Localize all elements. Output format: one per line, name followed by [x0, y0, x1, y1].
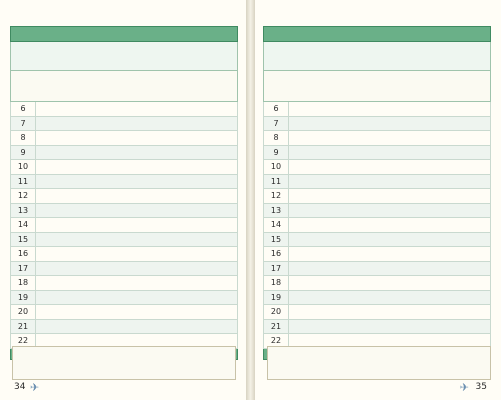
airplane-icon: ✈ [459, 381, 469, 394]
stop-header-row [10, 42, 238, 71]
hour-label: 21 [264, 320, 289, 334]
hour-label: 15 [264, 233, 289, 247]
hour-row [263, 160, 491, 175]
hour-rows [10, 102, 238, 349]
hour-label: 6 [264, 102, 289, 116]
timetable-left [10, 26, 238, 360]
hour-row [10, 131, 238, 146]
hour-row [10, 160, 238, 175]
hour-row [263, 146, 491, 161]
hour-label: 7 [264, 117, 289, 131]
hour-label: 16 [264, 247, 289, 261]
hour-row [263, 305, 491, 320]
hour-label: 12 [264, 189, 289, 203]
hour-label: 17 [264, 262, 289, 276]
hour-row [263, 291, 491, 306]
hour-label: 11 [11, 175, 36, 189]
hour-label: 20 [264, 305, 289, 319]
hour-row [10, 204, 238, 219]
hour-label: 14 [11, 218, 36, 232]
hour-label: 7 [11, 117, 36, 131]
route-header [263, 26, 491, 42]
hour-row [10, 291, 238, 306]
timetable-right [263, 26, 491, 360]
fare-block [10, 71, 238, 102]
hour-label: 20 [11, 305, 36, 319]
hour-label: 19 [11, 291, 36, 305]
hour-row [10, 218, 238, 233]
hour-row [10, 146, 238, 161]
hour-label: 21 [11, 320, 36, 334]
left-page [0, 0, 246, 400]
hour-rows [263, 102, 491, 349]
hour-label: 9 [11, 146, 36, 160]
hour-row [263, 233, 491, 248]
hour-row [10, 305, 238, 320]
hour-row [10, 102, 238, 117]
hour-label: 16 [11, 247, 36, 261]
hour-label: 18 [264, 276, 289, 290]
hour-label: 19 [264, 291, 289, 305]
airplane-icon: ✈ [30, 381, 40, 394]
hour-row [263, 189, 491, 204]
hour-label: 15 [11, 233, 36, 247]
hour-label: 10 [11, 160, 36, 174]
hour-label: 22 [11, 334, 36, 348]
hour-row [263, 102, 491, 117]
page-number: 34 [14, 382, 26, 392]
hour-row [263, 117, 491, 132]
hour-row [263, 218, 491, 233]
hour-label: 8 [264, 131, 289, 145]
hour-label: 14 [264, 218, 289, 232]
hour-label: 22 [264, 334, 289, 348]
page-number: 35 [475, 382, 487, 392]
hour-row [263, 320, 491, 335]
hour-row [263, 131, 491, 146]
hour-label: 8 [11, 131, 36, 145]
hour-row [10, 276, 238, 291]
hour-label: 13 [11, 204, 36, 218]
note-box [267, 346, 491, 380]
hour-row [10, 189, 238, 204]
hour-label: 17 [11, 262, 36, 276]
hour-label: 11 [264, 175, 289, 189]
fare-block [263, 71, 491, 102]
route-header [10, 26, 238, 42]
hour-label: 13 [264, 204, 289, 218]
hour-row [263, 262, 491, 277]
page-gutter [246, 0, 255, 400]
hour-label: 6 [11, 102, 36, 116]
hour-row [263, 276, 491, 291]
hour-row [263, 204, 491, 219]
hour-row [10, 247, 238, 262]
hour-row [263, 175, 491, 190]
hour-row [10, 320, 238, 335]
right-page [255, 0, 501, 400]
stop-header-row [263, 42, 491, 71]
hour-label: 10 [264, 160, 289, 174]
hour-label: 18 [11, 276, 36, 290]
hour-row [10, 117, 238, 132]
hour-label: 12 [11, 189, 36, 203]
hour-row [10, 233, 238, 248]
hour-row [263, 247, 491, 262]
note-box [12, 346, 236, 380]
hour-row [10, 175, 238, 190]
hour-label: 9 [264, 146, 289, 160]
hour-row [10, 262, 238, 277]
